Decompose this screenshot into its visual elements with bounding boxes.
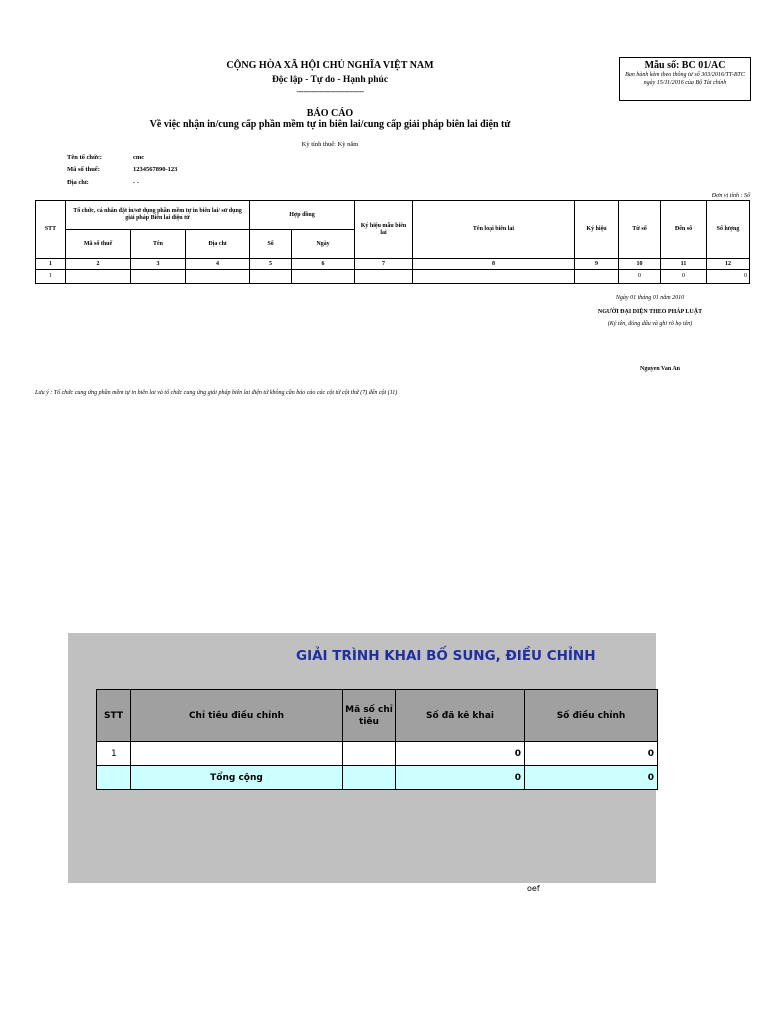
- th-address: Địa chỉ: [186, 230, 250, 259]
- adj-cell-item[interactable]: [131, 742, 343, 766]
- adj-cell-adjusted[interactable]: 0: [525, 742, 658, 766]
- th-quantity: Số lượng: [707, 201, 750, 259]
- footer-mark: oef: [527, 884, 540, 893]
- cell-receipt-type: [413, 270, 575, 284]
- th-name: Tên: [131, 230, 186, 259]
- th-tax-code: Mã số thuế: [66, 230, 131, 259]
- column-number-row: [36, 259, 750, 270]
- adj-th-item: Chỉ tiêu điều chỉnh: [131, 690, 343, 742]
- adj-total-adjusted: 0: [525, 766, 658, 790]
- unit-label: Đơn vị tính : Số: [711, 193, 750, 199]
- adj-cell-code[interactable]: [343, 742, 396, 766]
- tax-period: Kỳ tính thuế: Kỳ năm: [301, 141, 359, 148]
- adj-total-code: [343, 766, 396, 790]
- report-subtitle: Về việc nhận in/cung cấp phần mềm tự in biên lai/cung cấp giải pháp biên lai điện tử: [149, 119, 511, 130]
- col-number: 2: [66, 259, 131, 270]
- signature-title: NGƯỜI ĐẠI DIỆN THEO PHÁP LUẬT: [597, 309, 703, 315]
- cell-name: [131, 270, 186, 284]
- cell-template-code: [355, 270, 413, 284]
- col-number: 12: [707, 259, 750, 270]
- adj-th-code: Mã số chỉ tiêu: [343, 690, 396, 742]
- signature-date: Ngày 01 tháng 01 năm 2010: [615, 295, 685, 301]
- col-number: 10: [619, 259, 661, 270]
- total-row: [97, 766, 658, 790]
- report-title: BÁO CÁO: [306, 108, 354, 119]
- col-number: 7: [355, 259, 413, 270]
- th-contract-group: Hợp đồng: [250, 201, 355, 230]
- motto-divider: -------------------------------: [296, 87, 364, 96]
- cell-to-no: 0: [661, 270, 707, 284]
- col-number: 6: [292, 259, 355, 270]
- col-number: 3: [131, 259, 186, 270]
- th-receipt-type: Tên loại biên lai: [413, 201, 575, 259]
- org-value: cmc: [133, 154, 145, 161]
- adjustment-title: GIẢI TRÌNH KHAI BỐ SUNG, ĐIỀU CHỈNH: [296, 648, 596, 664]
- cell-stt: 1: [36, 270, 66, 284]
- col-number: 5: [250, 259, 292, 270]
- adj-th-adjusted: Số điều chỉnh: [525, 690, 658, 742]
- form-code-box: [619, 57, 751, 101]
- cell-from-no: 0: [619, 270, 661, 284]
- adjustment-table: [96, 689, 658, 790]
- form-code: Mẫu số: BC 01/AC: [644, 60, 726, 71]
- adj-total-blank: [97, 766, 131, 790]
- org-label: Tên tổ chức:: [67, 154, 102, 161]
- th-org-group: Tổ chức, cá nhân đặt in/sử dụng phần mềm tự in biên lai/ sử dụng giải pháp Biên lai điện tử: [66, 201, 250, 230]
- address-label: Địa chỉ:: [67, 179, 89, 186]
- col-number: 4: [186, 259, 250, 270]
- th-template-code: Ký hiệu mẫu biên lai: [355, 201, 413, 259]
- th-contract-no: Số: [250, 230, 292, 259]
- th-contract-date: Ngày: [292, 230, 355, 259]
- motto: Độc lập - Tự do - Hạnh phúc: [271, 75, 389, 85]
- footnote: Lưu ý : Tổ chức cung ứng phần mềm tự in biên lai và tổ chức cung ứng giải pháp biên lai điện tử không cần báo cáo các cột từ cột thứ (7) đến cột (11): [35, 390, 398, 396]
- col-number: 9: [575, 259, 619, 270]
- signature-note: (Ký tên, đóng dấu và ghi rõ họ tên): [607, 321, 693, 327]
- table-row: [97, 742, 658, 766]
- th-from-no: Từ số: [619, 201, 661, 259]
- col-number: 11: [661, 259, 707, 270]
- cell-tax-code: [66, 270, 131, 284]
- col-number: 1: [36, 259, 66, 270]
- tax-code-label: Mã số thuế:: [67, 166, 100, 173]
- cell-contract-no: [250, 270, 292, 284]
- th-to-no: Đến số: [661, 201, 707, 259]
- adj-cell-declared[interactable]: 0: [396, 742, 525, 766]
- signer-name: Nguyen Van An: [639, 366, 681, 372]
- national-title: CỘNG HÒA XÃ HỘI CHỦ NGHĨA VIỆT NAM: [226, 60, 434, 71]
- tax-code-value: 1234567890-123: [133, 166, 178, 173]
- cell-symbol: [575, 270, 619, 284]
- cell-address: [186, 270, 250, 284]
- form-description: Ban hành kèm theo thông tư số 303/2016/TT-BTC ngày 15/11/2016 của Bộ Tài chính: [625, 72, 745, 86]
- cell-quantity: 0: [707, 270, 750, 284]
- table-row: [36, 270, 750, 284]
- cell-contract-date: [292, 270, 355, 284]
- adj-cell-stt: 1: [97, 742, 131, 766]
- adj-th-stt: STT: [97, 690, 131, 742]
- th-symbol: Ký hiệu: [575, 201, 619, 259]
- adj-total-declared: 0: [396, 766, 525, 790]
- th-stt: STT: [36, 201, 66, 259]
- receipt-report-table: [35, 200, 750, 284]
- adj-total-label: Tổng cộng: [131, 766, 343, 790]
- adj-th-declared: Số đã kê khai: [396, 690, 525, 742]
- col-number: 8: [413, 259, 575, 270]
- address-value: - -: [133, 179, 139, 186]
